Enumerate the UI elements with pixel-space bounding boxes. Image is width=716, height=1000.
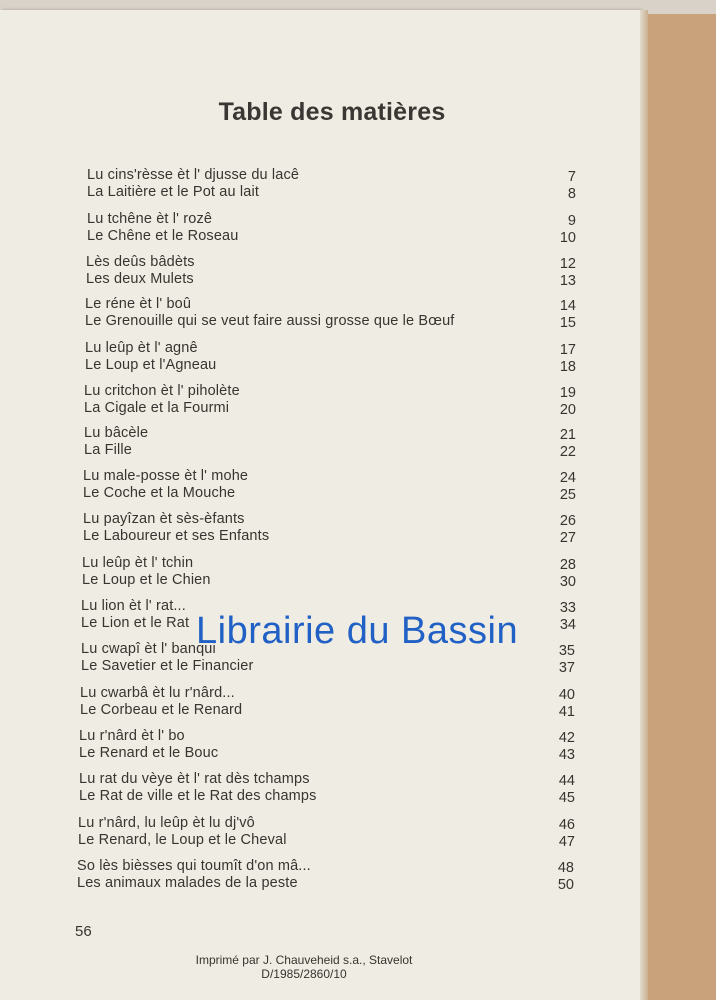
- french-page-number: 45: [558, 790, 575, 806]
- french-title: Le Laboureur et ses Enfants: [83, 528, 270, 544]
- page-title: Table des matières: [218, 98, 446, 126]
- toc-entry: [79, 728, 575, 762]
- walloon-page-number: 21: [559, 427, 576, 443]
- toc-entry: [84, 425, 576, 459]
- walloon-title: Lu r'nârd, lu leûp èt lu dj'vô: [78, 815, 255, 831]
- french-page-number: 41: [558, 704, 575, 720]
- french-page-number: 30: [559, 574, 576, 590]
- french-title: Le Grenouille qui se veut faire aussi grosse que le Bœuf: [85, 313, 455, 329]
- walloon-page-number: 19: [559, 385, 576, 401]
- walloon-page-number: 17: [559, 342, 576, 358]
- toc-entry: [86, 254, 576, 288]
- french-title: Le Renard et le Bouc: [79, 745, 219, 761]
- walloon-title: Lu male-posse èt l' mohe: [83, 468, 249, 484]
- walloon-title: Lu rat du vèye èt l' rat dès tchamps: [79, 771, 310, 787]
- french-title: Le Rat de ville et le Rat des champs: [79, 788, 317, 804]
- walloon-page-number: 46: [558, 817, 575, 833]
- walloon-page-number: 28: [559, 557, 576, 573]
- walloon-page-number: 26: [559, 513, 576, 529]
- toc-entry: [83, 511, 576, 545]
- toc-entry: [87, 211, 576, 245]
- french-page-number: 20: [559, 402, 576, 418]
- walloon-title: Lu cins'rèsse èt l' djusse du lacê: [87, 167, 300, 183]
- walloon-title: Lès deûs bâdèts: [86, 254, 195, 270]
- walloon-title: Lu tchêne èt l' rozê: [87, 211, 213, 227]
- french-title: La Cigale et la Fourmi: [84, 400, 230, 416]
- toc-entry: [84, 383, 576, 417]
- french-page-number: 18: [559, 359, 576, 375]
- toc-entry: [80, 685, 575, 719]
- printer-imprint: [0, 953, 608, 981]
- french-page-number: 13: [559, 273, 576, 289]
- french-page-number: 47: [558, 834, 575, 850]
- french-title: Le Renard, le Loup et le Cheval: [78, 832, 287, 848]
- french-title: Le Coche et la Mouche: [83, 485, 236, 501]
- french-page-number: 50: [557, 877, 574, 893]
- french-page-number: 22: [559, 444, 576, 460]
- french-title: Le Loup et le Chien: [82, 572, 211, 588]
- walloon-page-number: 9: [567, 213, 576, 229]
- walloon-title: Lu leûp èt l' tchin: [82, 555, 194, 571]
- walloon-title: Lu bâcèle: [84, 425, 149, 441]
- toc-entry: [85, 340, 576, 374]
- walloon-page-number: 35: [558, 643, 575, 659]
- french-page-number: 10: [559, 230, 576, 246]
- toc-entry: [83, 468, 576, 502]
- toc-entry: [82, 555, 576, 589]
- page-number: 56: [75, 923, 92, 940]
- french-title: La Fille: [84, 442, 132, 458]
- legal-deposit: D/1985/2860/10: [261, 967, 347, 981]
- french-page-number: 8: [567, 186, 576, 202]
- walloon-title: Lu critchon èt l' piholète: [84, 383, 240, 399]
- watermark: Librairie du Bassin: [196, 610, 519, 652]
- french-title: Les animaux malades de la peste: [77, 875, 298, 891]
- french-page-number: 15: [559, 315, 576, 331]
- walloon-title: Le réne èt l' boû: [85, 296, 192, 312]
- walloon-page-number: 14: [559, 298, 576, 314]
- walloon-page-number: 40: [558, 687, 575, 703]
- french-page-number: 37: [558, 660, 575, 676]
- walloon-title: Lu leûp èt l' agnê: [85, 340, 198, 356]
- french-title: Le Lion et le Rat: [81, 615, 190, 631]
- french-page-number: 27: [559, 530, 576, 546]
- french-title: Le Loup et l'Agneau: [85, 357, 217, 373]
- toc-entry: [87, 167, 576, 201]
- toc-entry: [85, 296, 576, 330]
- walloon-page-number: 33: [559, 600, 576, 616]
- toc-entry: [78, 815, 575, 849]
- french-title: Le Corbeau et le Renard: [80, 702, 243, 718]
- walloon-title: Lu r'nârd èt l' bo: [79, 728, 185, 744]
- toc-entry: [77, 858, 574, 892]
- walloon-page-number: 7: [567, 169, 576, 185]
- walloon-title: Lu lion èt l' rat...: [81, 598, 186, 614]
- walloon-title: Lu cwapî èt l' banqui: [81, 641, 216, 657]
- printer-line: Imprimé par J. Chauveheid s.a., Stavelot: [195, 953, 413, 967]
- french-page-number: 25: [559, 487, 576, 503]
- french-page-number: 34: [559, 617, 576, 633]
- french-title: Le Savetier et le Financier: [81, 658, 254, 674]
- walloon-title: Lu payîzan èt sès-èfants: [83, 511, 245, 527]
- walloon-page-number: 12: [559, 256, 576, 272]
- french-title: Le Chêne et le Roseau: [87, 228, 239, 244]
- toc-entry: [79, 771, 575, 805]
- walloon-page-number: 48: [557, 860, 574, 876]
- walloon-title: So lès bièsses qui toumît d'on mâ...: [77, 858, 311, 874]
- walloon-page-number: 42: [558, 730, 575, 746]
- walloon-title: Lu cwarbâ èt lu r'nârd...: [80, 685, 235, 701]
- page-edge: [640, 10, 648, 1000]
- french-page-number: 43: [558, 747, 575, 763]
- french-title: Les deux Mulets: [86, 271, 194, 287]
- walloon-page-number: 44: [558, 773, 575, 789]
- french-title: La Laitière et le Pot au lait: [87, 184, 260, 200]
- walloon-page-number: 24: [559, 470, 576, 486]
